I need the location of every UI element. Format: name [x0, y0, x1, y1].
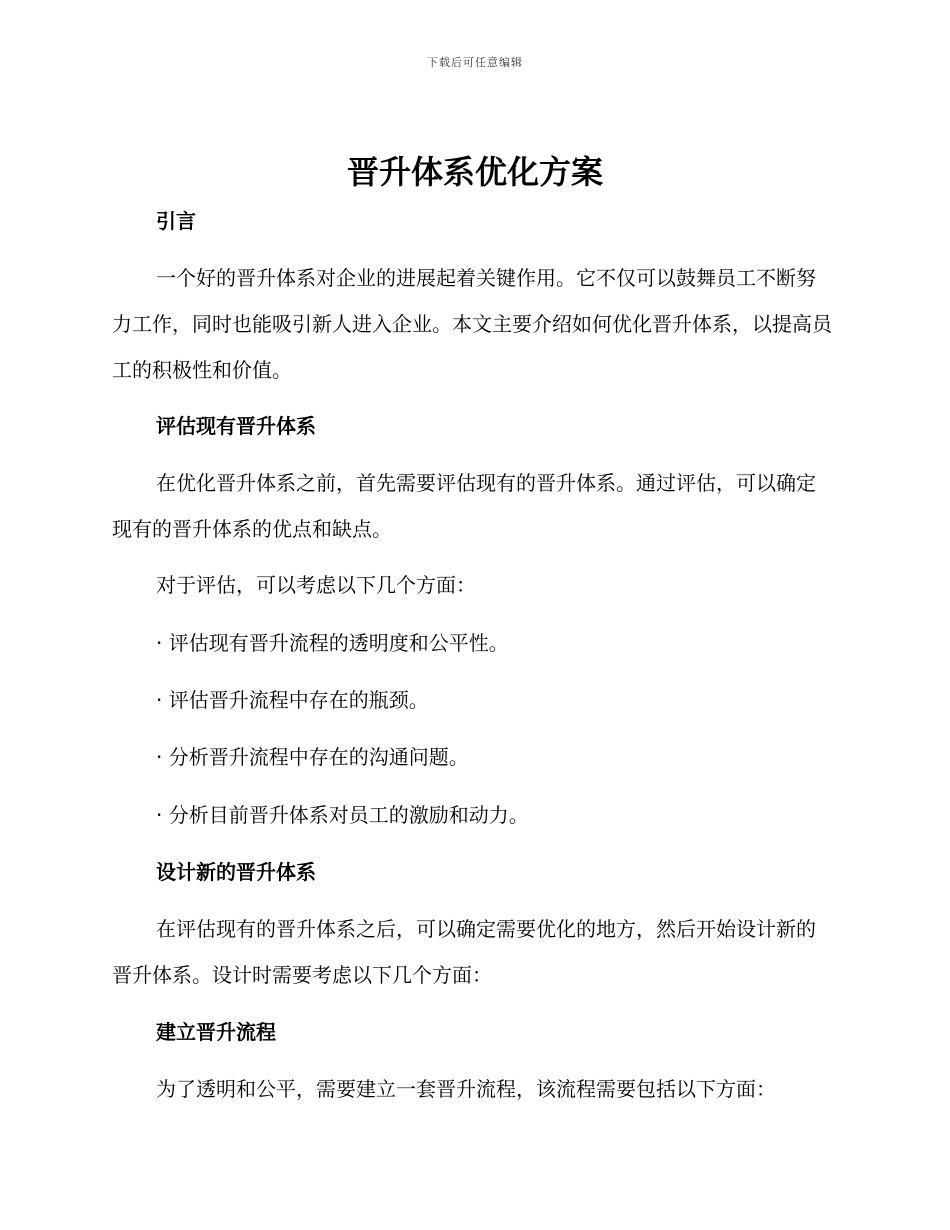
paragraph-assess: 在优化晋升体系之前，首先需要评估现有的晋升体系。通过评估，可以确定现有的晋升体系的优点和缺点。 — [112, 471, 816, 541]
document-title: 晋升体系优化方案 — [346, 153, 603, 191]
section-heading-design: 设计新的晋升体系 — [156, 860, 316, 884]
paragraph-design: 在评估现有的晋升体系之后，可以确定需要优化的地方，然后开始设计新的晋升体系。设计时需要考虑以下几个方面： — [112, 917, 816, 987]
section-heading-process: 建立晋升流程 — [156, 1020, 276, 1044]
list-item: · 分析目前晋升体系对员工的激励和动力。 — [156, 803, 529, 827]
page-header-note: 下载后可任意编辑 — [427, 56, 523, 69]
section-heading-intro: 引言 — [156, 209, 196, 233]
list-item: · 评估现有晋升流程的透明度和公平性。 — [156, 631, 509, 655]
paragraph-assess-aspects: 对于评估，可以考虑以下几个方面： — [156, 573, 476, 597]
section-heading-assess: 评估现有晋升体系 — [156, 414, 316, 438]
list-item: · 分析晋升流程中存在的沟通问题。 — [156, 745, 469, 769]
paragraph-intro: 一个好的晋升体系对企业的进展起着关键作用。它不仅可以鼓舞员工不断努力工作，同时也能吸引新人进入企业。本文主要介绍如何优化晋升体系，以提高员工的积极性和价值。 — [112, 266, 832, 382]
paragraph-process: 为了透明和公平，需要建立一套晋升流程，该流程需要包括以下方面： — [156, 1077, 776, 1101]
list-item: · 评估晋升流程中存在的瓶颈。 — [156, 688, 429, 712]
